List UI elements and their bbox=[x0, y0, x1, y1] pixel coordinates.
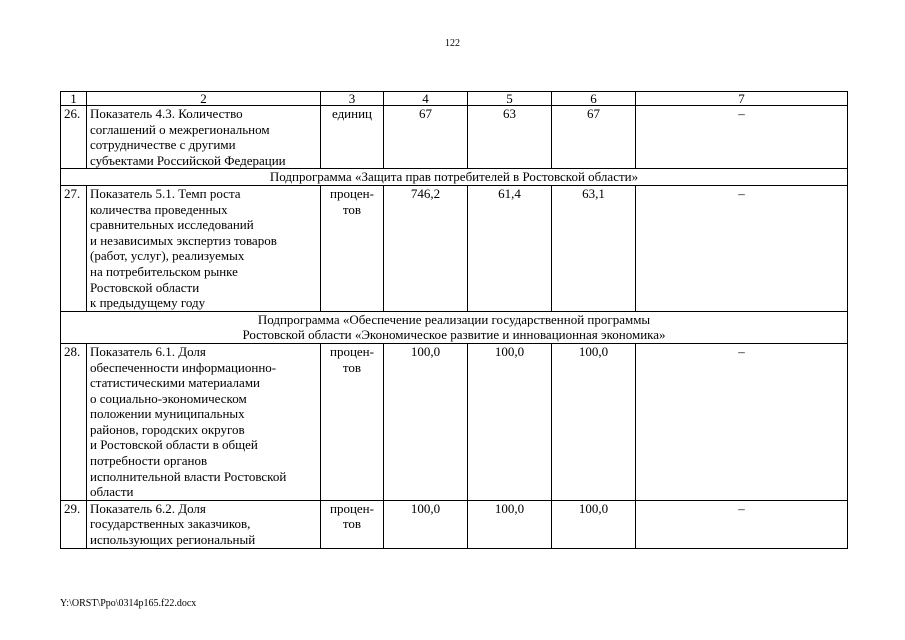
file-path-footer: Y:\ORST\Ppo\0314p165.f22.docx bbox=[60, 598, 197, 609]
indicator-table bbox=[60, 91, 848, 549]
value-col7: – bbox=[636, 500, 848, 548]
indicator-name: Показатель 6.1. Доля обеспеченности информационно- статистическими материалами о социально-экономическом положении муниципальных районов, городских округов и Ростовской области в общей потребности органов исполнительной власти Ростовской области bbox=[87, 343, 321, 500]
table-row bbox=[61, 343, 848, 500]
column-header: 7 bbox=[636, 92, 848, 106]
unit-cell: процен- тов bbox=[321, 185, 384, 311]
subprogram-row bbox=[61, 311, 848, 343]
indicator-name: Показатель 6.2. Доля государственных заказчиков, использующих региональный bbox=[87, 500, 321, 548]
table-row bbox=[61, 185, 848, 311]
value-col4: 67 bbox=[384, 106, 468, 169]
value-col7: – bbox=[636, 343, 848, 500]
column-header: 2 bbox=[87, 92, 321, 106]
value-col7: – bbox=[636, 185, 848, 311]
page-number: 122 bbox=[445, 38, 460, 49]
column-header: 5 bbox=[468, 92, 552, 106]
indicator-name: Показатель 4.3. Количество соглашений о межрегиональном сотрудничестве с другими субъектами Российской Федерации bbox=[87, 106, 321, 169]
value-col6: 63,1 bbox=[552, 185, 636, 311]
unit-cell: единиц bbox=[321, 106, 384, 169]
subprogram-title: Подпрограмма «Защита прав потребителей в Ростовской области» bbox=[61, 169, 848, 186]
unit-cell: процен- тов bbox=[321, 343, 384, 500]
value-col5: 63 bbox=[468, 106, 552, 169]
value-col6: 100,0 bbox=[552, 500, 636, 548]
row-number: 29. bbox=[61, 500, 87, 548]
value-col5: 100,0 bbox=[468, 343, 552, 500]
row-number: 28. bbox=[61, 343, 87, 500]
unit-cell: процен- тов bbox=[321, 500, 384, 548]
value-col4: 100,0 bbox=[384, 343, 468, 500]
column-header: 6 bbox=[552, 92, 636, 106]
value-col6: 67 bbox=[552, 106, 636, 169]
value-col6: 100,0 bbox=[552, 343, 636, 500]
value-col5: 61,4 bbox=[468, 185, 552, 311]
value-col5: 100,0 bbox=[468, 500, 552, 548]
value-col4: 746,2 bbox=[384, 185, 468, 311]
column-header: 4 bbox=[384, 92, 468, 106]
subprogram-title: Подпрограмма «Обеспечение реализации государственной программы Ростовской области «Экономическое развитие и инновационная экономика» bbox=[61, 311, 848, 343]
table-row bbox=[61, 106, 848, 169]
column-header-row bbox=[61, 92, 848, 106]
row-number: 26. bbox=[61, 106, 87, 169]
value-col4: 100,0 bbox=[384, 500, 468, 548]
indicator-name: Показатель 5.1. Темп роста количества проведенных сравнительных исследований и независимых экспертиз товаров (работ, услуг), реализуемых на потребительском рынке Ростовской области к предыдущему году bbox=[87, 185, 321, 311]
subprogram-row bbox=[61, 169, 848, 186]
row-number: 27. bbox=[61, 185, 87, 311]
table-row bbox=[61, 500, 848, 548]
value-col7: – bbox=[636, 106, 848, 169]
column-header: 1 bbox=[61, 92, 87, 106]
column-header: 3 bbox=[321, 92, 384, 106]
